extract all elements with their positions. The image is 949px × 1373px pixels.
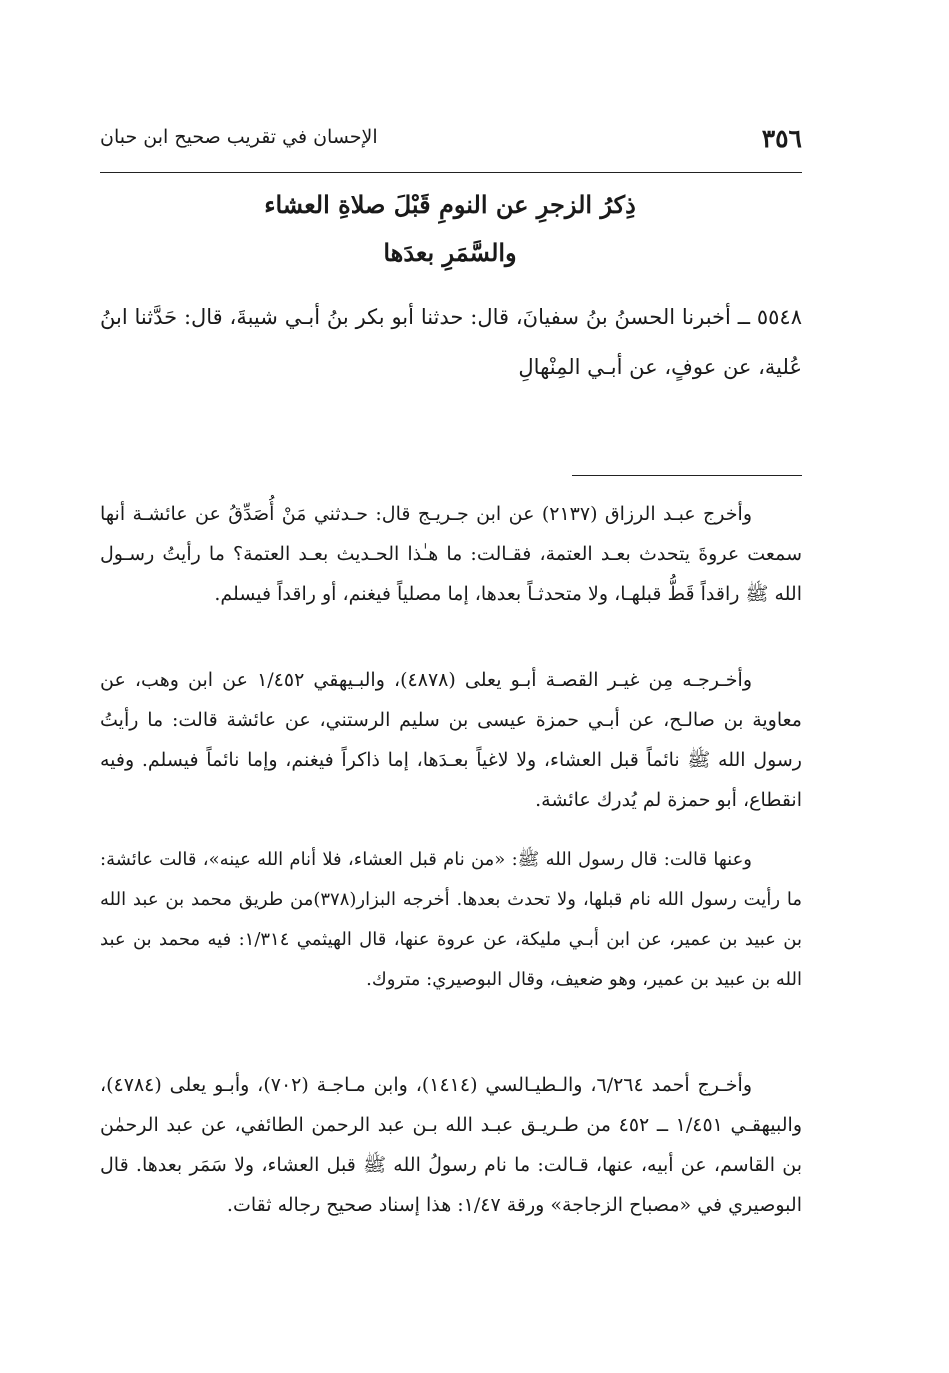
footnote-text: وعنها قالت: قال رسول الله ﷺ: «من نام قبل العشاء، فلا أنام الله عينه»، قالت عائشة: ما رأيت رسول الله نام قبلها، ولا تحدث بعدها. أخرجه البزار(٣٧٨)من طريق محمد بن عبد الله بن عبيد بن عمير، عن ابن أبـي مليكة، عن عروة عنها، قال الهيثمي ١/٣١٤: فيه محمد بن عبد الله بن عبيد بن عمير، وهو ضعيف، وقال البوصيري: متروك. (100, 849, 802, 990)
footnote-divider (572, 475, 802, 476)
footnote-paragraph-4 (100, 1065, 802, 1225)
footnote-paragraph-3 (100, 840, 802, 1000)
running-title: الإحسان في تقريب صحيح ابن حبان (100, 126, 378, 148)
footnote-text: وأخرج عبـد الرزاق (٢١٣٧) عن ابن جـريـج قال: حـدثني مَنْ أُصَدِّقُ عن عائشـة أنها سمعت عروةَ يتحدث بعـد العتمة، فقـالت: ما هـٰذا الحـديث بعـد العتمة؟ ما رأيتُ رسـول الله ﷺ راقداً قَطُّ قبلهـا، ولا متحدثـاً بعدها، إما مصلياً فيغنم، أو راقداً فيسلم. (100, 503, 802, 605)
footnote-paragraph-2 (100, 660, 802, 820)
chapter-title-line-2: والسَّمَرِ بعدَها (383, 238, 517, 267)
page-header (100, 118, 802, 173)
chapter-title-line-1: ذِكرُ الزجرِ عن النومِ قَبْلَ صلاةِ العشاء (264, 190, 636, 219)
page-number: ٣٥٦ (761, 124, 802, 153)
footnote-text: وأخـرج أحمد ٦/٢٦٤، والـطيـالسي (١٤١٤)، وابن مـاجـة (٧٠٢)، وأبـو يعلى (٤٧٨٤)، والبيهقـي ١/٤٥١ ــ ٤٥٢ من طـريـق عبـد الله بـن عبد الرحمن الطائفي، عن عبد الرحمٰن بن القاسم، عن أبيه، عنها، قـالت: ما نام رسولُ الله ﷺ قبل العشاء، ولا سَمَر بعدها. قال البوصيري في «مصباح الزجاجة» ورقة ١/٤٧: هذا إسناد صحيح رجاله ثقات. (100, 1074, 803, 1216)
footnote-paragraph-1 (100, 494, 802, 614)
hadith-text: ٥٥٤٨ ــ أخبرنا الحسنُ بنُ سفيانَ، قال: حدثنا أبو بكر بنُ أبـي شيبةَ، قال: حَدَّثنا ابنُ عُلية، عن عوفٍ، عن أبـي المِنْهالِ (100, 305, 802, 379)
footnote-text: وأخـرجـه مِن غيـر القصـة أبـو يعلى (٤٨٧٨)، والبـيهقي ١/٤٥٢ عن ابن وهب، عن معاوية بن صالـح، عن أبـي حمزة عيسى بن سليم الرستني، عن عائشة قالت: ما رأيتُ رسول الله ﷺ نائماً قبل العشاء، ولا لاغياً بعـدَها، إما ذاكراً فيغنم، وإما نائماً فيسلم. وفيه انقطاع، أبو حمزة لم يُدرك عائشة. (100, 669, 802, 811)
